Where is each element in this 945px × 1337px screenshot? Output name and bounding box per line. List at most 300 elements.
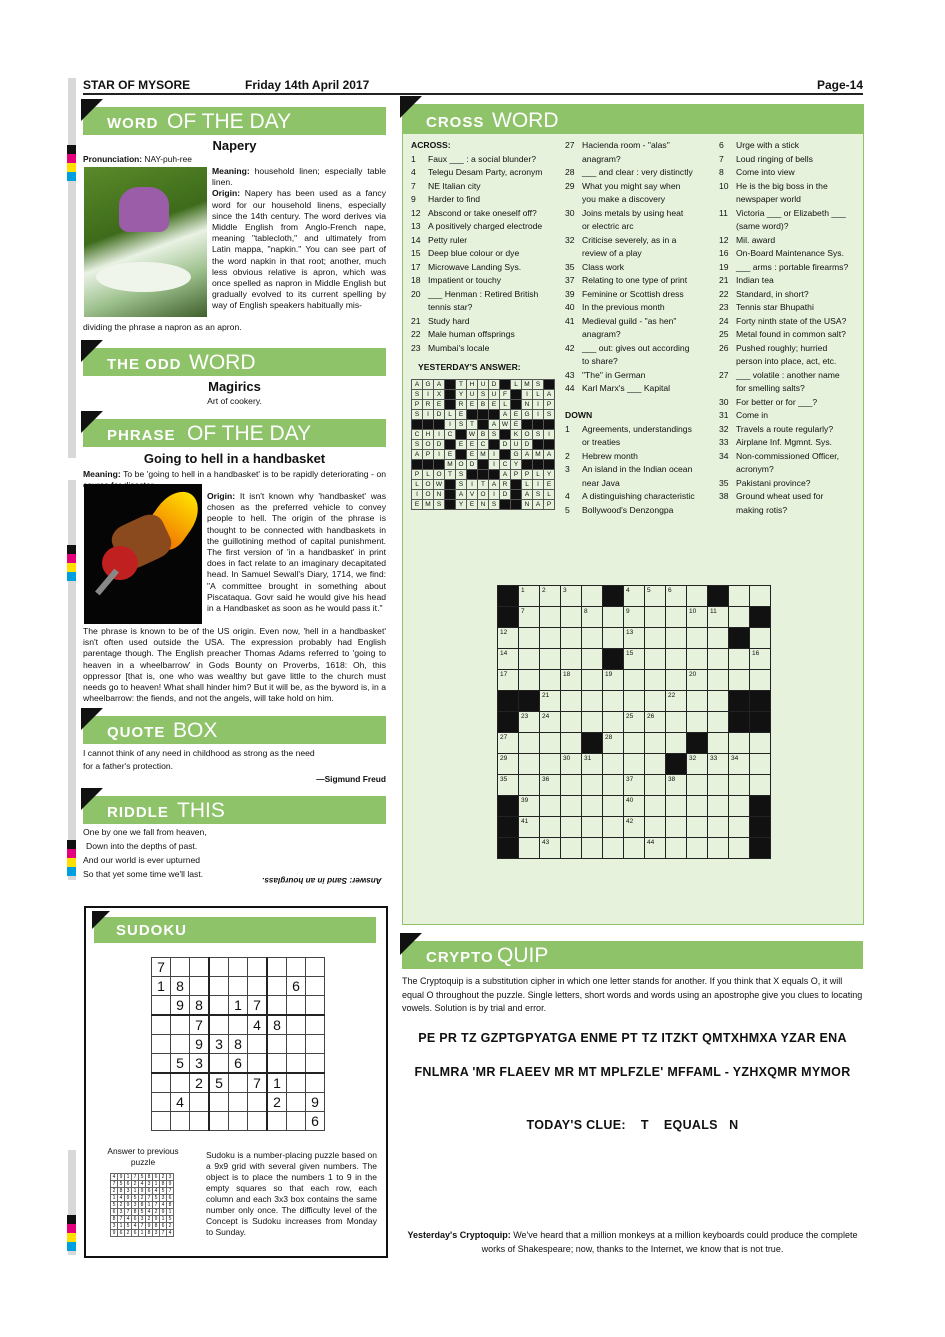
sudoku-cell[interactable]	[248, 958, 268, 977]
answer-cell	[544, 420, 555, 430]
answer-cell: P	[544, 400, 555, 410]
crossword-cell[interactable]	[519, 838, 540, 859]
crossword-cell[interactable]	[687, 607, 708, 628]
answer-cell: V	[467, 490, 478, 500]
crossword-cell[interactable]	[729, 775, 750, 796]
clue-number: 32	[565, 234, 575, 245]
sudoku-cell[interactable]	[306, 1054, 325, 1074]
sudoku-cell[interactable]	[267, 958, 287, 977]
sudoku-cell[interactable]	[306, 1035, 325, 1054]
crossword-cell[interactable]	[687, 628, 708, 649]
answer-cell: 4	[139, 1181, 146, 1188]
crossword-cell[interactable]	[750, 586, 771, 607]
sudoku-cell[interactable]	[306, 958, 325, 977]
clue-text: Pushed roughly; hurried	[736, 342, 828, 353]
crossword-cell[interactable]	[540, 607, 561, 628]
clue-number: 18	[563, 671, 571, 678]
sudoku-cell[interactable]	[287, 1035, 306, 1054]
crossword-cell[interactable]	[750, 628, 771, 649]
crossword-black-cell	[750, 796, 771, 817]
crossword-cell[interactable]	[708, 670, 729, 691]
sudoku-cell[interactable]	[229, 1112, 248, 1131]
sudoku-cell[interactable]	[190, 1093, 210, 1112]
crossword-cell[interactable]	[645, 628, 666, 649]
sudoku-cell[interactable]	[171, 958, 190, 977]
sudoku-cell[interactable]	[267, 1054, 287, 1074]
crossword-cell[interactable]	[687, 754, 708, 775]
sudoku-cell[interactable]	[190, 958, 210, 977]
crossword-cell[interactable]	[540, 838, 561, 859]
crossword-cell[interactable]	[519, 733, 540, 754]
answer-cell	[445, 380, 456, 390]
crossword-cell[interactable]	[750, 775, 771, 796]
crossword-cell[interactable]	[708, 754, 729, 775]
crossword-cell[interactable]	[540, 775, 561, 796]
crossword-cell[interactable]	[582, 796, 603, 817]
clue-item	[411, 342, 561, 356]
crossword-cell[interactable]	[540, 691, 561, 712]
crossword-cell[interactable]	[561, 607, 582, 628]
crossword-cell[interactable]	[666, 775, 687, 796]
sudoku-cell[interactable]	[190, 977, 210, 996]
sudoku-cell[interactable]	[306, 1073, 325, 1093]
answer-cell: S	[412, 410, 423, 420]
crossword-cell[interactable]	[708, 817, 729, 838]
crossword-cell[interactable]	[624, 796, 645, 817]
crossword-cell[interactable]	[582, 607, 603, 628]
clue-number: 35	[500, 776, 508, 783]
crossword-cell[interactable]	[582, 586, 603, 607]
sudoku-cell[interactable]	[229, 958, 248, 977]
crossword-cell[interactable]	[624, 712, 645, 733]
crossword-cell[interactable]	[666, 607, 687, 628]
clue-item	[719, 220, 859, 234]
crossword-cell[interactable]	[561, 628, 582, 649]
answer-cell: H	[423, 430, 434, 440]
clue-item	[565, 450, 715, 464]
crossword-cell[interactable]	[624, 838, 645, 859]
answer-cell: 8	[132, 1209, 139, 1216]
crossword-cell[interactable]	[498, 733, 519, 754]
crossword-cell[interactable]	[729, 838, 750, 859]
sudoku-row	[152, 1054, 325, 1074]
sudoku-cell[interactable]	[267, 977, 287, 996]
answer-cell: I	[423, 410, 434, 420]
sudoku-cell[interactable]	[209, 996, 229, 1016]
crossword-cell[interactable]	[561, 775, 582, 796]
crossword-cell[interactable]	[582, 691, 603, 712]
crossword-cell[interactable]	[750, 754, 771, 775]
answer-cell	[500, 500, 511, 510]
spacer	[565, 396, 715, 410]
answer-cell: 1	[153, 1181, 160, 1188]
clue-number: 44	[647, 839, 655, 846]
crossword-black-cell	[498, 712, 519, 733]
crossword-cell[interactable]	[645, 649, 666, 670]
crossword-cell[interactable]	[687, 712, 708, 733]
crossword-cell[interactable]	[603, 670, 624, 691]
crossword-cell[interactable]	[666, 733, 687, 754]
crossword-cell[interactable]	[624, 586, 645, 607]
answer-cell	[511, 500, 522, 510]
sudoku-cell: 7	[152, 958, 171, 977]
sudoku-cell[interactable]	[152, 1054, 171, 1074]
crossword-cell[interactable]	[561, 838, 582, 859]
crossword-cell[interactable]	[729, 754, 750, 775]
crossword-cell[interactable]	[561, 817, 582, 838]
crossword-cell[interactable]	[519, 670, 540, 691]
crossword-cell[interactable]	[708, 796, 729, 817]
clue-text: near Java	[582, 477, 620, 488]
clue-item	[719, 315, 859, 329]
clue-number: 37	[626, 776, 634, 783]
crossword-cell[interactable]	[645, 754, 666, 775]
sudoku-cell[interactable]	[248, 977, 268, 996]
answer-cell: A	[489, 480, 500, 490]
crossword-cell[interactable]	[687, 817, 708, 838]
sudoku-cell[interactable]	[229, 1015, 248, 1035]
answer-cell: P	[412, 400, 423, 410]
crossword-cell[interactable]	[540, 649, 561, 670]
crossword-cell[interactable]	[645, 733, 666, 754]
crossword-cell[interactable]	[582, 628, 603, 649]
banner-title-large: WORD	[492, 109, 559, 132]
crossword-cell[interactable]	[540, 628, 561, 649]
crossword-cell[interactable]	[561, 649, 582, 670]
answer-cell: I	[434, 450, 445, 460]
crossword-cell[interactable]	[603, 796, 624, 817]
crossword-cell[interactable]	[666, 586, 687, 607]
sudoku-answer-label: Answer to previous puzzle	[107, 1146, 179, 1167]
crossword-cell[interactable]	[603, 817, 624, 838]
crossword-grid	[497, 585, 771, 859]
crossword-cell[interactable]	[666, 838, 687, 859]
sudoku-cell[interactable]	[171, 1015, 190, 1035]
crossword-cell[interactable]	[645, 817, 666, 838]
clue-text: Faux ___ : a social blunder?	[428, 153, 536, 164]
quote-line: I cannot think of any need in childhood as strong as the need	[83, 748, 315, 758]
crossword-cell[interactable]	[645, 607, 666, 628]
clue-text: Forty ninth state of the USA?	[736, 315, 847, 326]
sudoku-cell: 9	[190, 1035, 210, 1054]
crossword-cell[interactable]	[729, 586, 750, 607]
crossword-cell[interactable]	[708, 607, 729, 628]
sudoku-cell[interactable]	[287, 1015, 306, 1035]
sudoku-cell[interactable]	[209, 977, 229, 996]
clue-number: 4	[565, 491, 570, 501]
crossword-cell[interactable]	[561, 586, 582, 607]
sudoku-cell[interactable]	[287, 958, 306, 977]
sudoku-cell[interactable]	[248, 1054, 268, 1074]
answer-cell: 9	[167, 1181, 174, 1188]
clue-text: Hebrew month	[582, 450, 638, 461]
crossword-cell[interactable]	[582, 817, 603, 838]
crossword-cell[interactable]	[708, 775, 729, 796]
crossword-cell[interactable]	[603, 733, 624, 754]
clue-item	[411, 301, 561, 315]
sudoku-cell[interactable]	[248, 1093, 268, 1112]
crossword-cell[interactable]	[624, 649, 645, 670]
crossword-row	[498, 733, 771, 754]
crossword-cell[interactable]	[750, 733, 771, 754]
crossword-cell[interactable]	[729, 607, 750, 628]
clue-item	[565, 261, 715, 275]
header-rule	[83, 93, 863, 95]
clue-text: Relating to one type of print	[582, 275, 688, 285]
banner-title-large: THIS	[177, 799, 225, 822]
crossword-cell[interactable]	[708, 628, 729, 649]
crossword-cell[interactable]	[603, 628, 624, 649]
crossword-cell[interactable]	[708, 649, 729, 670]
clue-item	[719, 328, 859, 342]
crossword-cell[interactable]	[582, 754, 603, 775]
crossword-cell[interactable]	[540, 586, 561, 607]
clue-text: Karl Marx's ___ Kapital	[582, 383, 671, 393]
clue-number: 1	[411, 153, 416, 164]
crossword-cell[interactable]	[687, 649, 708, 670]
crossword-cell[interactable]	[645, 670, 666, 691]
sudoku-cell[interactable]	[152, 1073, 171, 1093]
sudoku-cell[interactable]	[152, 1093, 171, 1112]
crossword-cell[interactable]	[645, 796, 666, 817]
crossword-cell[interactable]	[498, 628, 519, 649]
sudoku-cell[interactable]	[287, 1073, 306, 1093]
sudoku-cell[interactable]	[171, 1112, 190, 1131]
banner-title: CROSS	[426, 114, 485, 131]
crossword-cell[interactable]	[540, 817, 561, 838]
sudoku-cell[interactable]	[229, 1093, 248, 1112]
sudoku-cell[interactable]	[306, 996, 325, 1016]
crossword-cell[interactable]	[561, 670, 582, 691]
crossword-cell[interactable]	[708, 691, 729, 712]
crossword-cell[interactable]	[519, 607, 540, 628]
sudoku-cell[interactable]	[152, 1015, 171, 1035]
clue-number: 7	[521, 608, 525, 615]
answer-cell: S	[412, 440, 423, 450]
crossword-cell[interactable]	[582, 775, 603, 796]
crossword-cell[interactable]	[666, 712, 687, 733]
crossword-cell[interactable]	[540, 796, 561, 817]
crossword-cell[interactable]	[519, 649, 540, 670]
crossword-cell[interactable]	[624, 607, 645, 628]
crossword-cell[interactable]	[603, 691, 624, 712]
crossword-cell[interactable]	[582, 838, 603, 859]
crossword-cell[interactable]	[750, 670, 771, 691]
crossword-cell[interactable]	[540, 712, 561, 733]
crossword-cell[interactable]	[498, 670, 519, 691]
crossword-cell[interactable]	[687, 838, 708, 859]
answer-cell: F	[500, 390, 511, 400]
crossword-cell[interactable]	[540, 670, 561, 691]
clue-item	[719, 139, 859, 153]
phrase-meaning: Meaning: To be 'going to hell in a handbasket' is to be rapidly deteriorating - on	[83, 469, 387, 479]
sudoku-cell[interactable]	[267, 996, 287, 1016]
crossword-cell[interactable]	[666, 817, 687, 838]
sudoku-cell[interactable]	[306, 977, 325, 996]
answer-cell: 9	[160, 1209, 167, 1216]
crossword-row	[498, 586, 771, 607]
sudoku-cell[interactable]	[287, 996, 306, 1016]
answer-cell: 1	[118, 1223, 125, 1230]
crossword-cell[interactable]	[519, 586, 540, 607]
clue-number: 21	[542, 692, 550, 699]
clue-text: or electric arc	[582, 221, 634, 231]
crossword-cell[interactable]	[540, 733, 561, 754]
crossword-cell[interactable]	[645, 838, 666, 859]
crossword-cell[interactable]	[519, 775, 540, 796]
crossword-cell[interactable]	[729, 649, 750, 670]
phrase-banner	[83, 419, 386, 447]
clue-number: 29	[500, 755, 508, 762]
sudoku-cell[interactable]	[209, 1112, 229, 1131]
crossword-cell[interactable]	[498, 775, 519, 796]
answer-cell	[489, 440, 500, 450]
crossword-cell[interactable]	[666, 670, 687, 691]
crossword-cell[interactable]	[624, 733, 645, 754]
crossword-cell[interactable]	[708, 712, 729, 733]
sudoku-cell[interactable]	[287, 1112, 306, 1131]
clue-item	[719, 288, 859, 302]
clue-text: to share?	[582, 356, 618, 366]
clue-item	[719, 355, 859, 369]
crossword-cell[interactable]	[645, 586, 666, 607]
answer-cell: T	[478, 480, 489, 490]
crossword-cell[interactable]	[561, 796, 582, 817]
crossword-cell[interactable]	[561, 712, 582, 733]
answer-cell: 4	[118, 1195, 125, 1202]
crossword-cell[interactable]	[708, 733, 729, 754]
sudoku-cell[interactable]	[209, 1093, 229, 1112]
answer-cell	[500, 380, 511, 390]
crossword-cell[interactable]	[582, 649, 603, 670]
answer-cell: 2	[146, 1216, 153, 1223]
clue-item	[719, 261, 859, 275]
sudoku-cell[interactable]	[152, 996, 171, 1016]
crossword-cell[interactable]	[498, 754, 519, 775]
crossword-cell[interactable]	[708, 838, 729, 859]
crossword-black-cell	[708, 586, 729, 607]
answer-cell: R	[500, 480, 511, 490]
sudoku-cell[interactable]	[171, 1073, 190, 1093]
crossword-cell[interactable]	[729, 817, 750, 838]
crossword-cell[interactable]	[561, 754, 582, 775]
crossword-cell[interactable]	[603, 607, 624, 628]
crossword-cell[interactable]	[729, 733, 750, 754]
crossword-cell[interactable]	[687, 586, 708, 607]
crossword-cell[interactable]	[540, 754, 561, 775]
sudoku-cell[interactable]	[209, 958, 229, 977]
answer-cell: A	[544, 390, 555, 400]
crossword-row	[498, 628, 771, 649]
crossword-cell[interactable]	[582, 712, 603, 733]
sudoku-cell[interactable]	[171, 1035, 190, 1054]
crossword-cell[interactable]	[561, 691, 582, 712]
clue-text: Bollywood's Denzongpa	[582, 504, 674, 515]
clue-text: Microwave Landing Sys.	[428, 261, 522, 272]
sudoku-cell: 6	[287, 977, 306, 996]
sudoku-cell[interactable]	[306, 1015, 325, 1035]
crossword-cell[interactable]	[666, 649, 687, 670]
sudoku-cell[interactable]	[152, 1112, 171, 1131]
answer-cell: 8	[111, 1216, 118, 1223]
sudoku-cell[interactable]	[287, 1093, 306, 1112]
sudoku-cell[interactable]	[190, 1112, 210, 1131]
crossword-cell[interactable]	[666, 628, 687, 649]
answer-cell: P	[412, 470, 423, 480]
crossword-cell[interactable]	[729, 670, 750, 691]
clue-text: Non-commissioned Officer,	[736, 450, 840, 461]
crossword-cell[interactable]	[624, 691, 645, 712]
sudoku-cell: 3	[209, 1035, 229, 1054]
crossword-cell[interactable]	[498, 649, 519, 670]
clue-text: (same word)?	[736, 221, 789, 231]
clue-item	[565, 153, 715, 167]
crossword-cell[interactable]	[624, 754, 645, 775]
answer-cell: 8	[160, 1181, 167, 1188]
crossword-cell[interactable]	[624, 670, 645, 691]
crossword-cell[interactable]	[729, 796, 750, 817]
crossword-cell[interactable]	[624, 775, 645, 796]
clue-number: 8	[584, 608, 588, 615]
crossword-cell[interactable]	[645, 775, 666, 796]
crossword-cell[interactable]	[519, 796, 540, 817]
crossword-cell[interactable]	[666, 796, 687, 817]
clue-number: 23	[521, 713, 529, 720]
sudoku-cell[interactable]	[267, 1112, 287, 1131]
clue-item	[719, 436, 859, 450]
crossword-cell[interactable]	[582, 670, 603, 691]
answer-cell: A	[522, 450, 533, 460]
crossword-cell[interactable]	[666, 691, 687, 712]
sudoku-cell[interactable]	[209, 1015, 229, 1035]
sudoku-cell[interactable]	[209, 1054, 229, 1074]
answer-cell	[445, 500, 456, 510]
crossword-cell[interactable]	[687, 796, 708, 817]
sudoku-cell[interactable]	[152, 1035, 171, 1054]
sudoku-cell[interactable]	[267, 1035, 287, 1054]
crossword-cell[interactable]	[624, 817, 645, 838]
crossword-cell[interactable]	[645, 712, 666, 733]
answer-cell: L	[412, 480, 423, 490]
crossword-cell[interactable]	[603, 754, 624, 775]
crossword-cell[interactable]	[603, 775, 624, 796]
crossword-cell[interactable]	[603, 838, 624, 859]
sudoku-cell[interactable]	[229, 1073, 248, 1093]
answer-cell	[500, 450, 511, 460]
crossword-cell[interactable]	[750, 649, 771, 670]
quote-author: —Sigmund Freud	[316, 774, 386, 784]
crossword-cell[interactable]	[519, 712, 540, 733]
clue-number: 1	[565, 423, 570, 434]
crossword-cell[interactable]	[687, 670, 708, 691]
crossword-banner	[402, 104, 863, 134]
crossword-cell[interactable]	[624, 628, 645, 649]
crossword-cell[interactable]	[519, 817, 540, 838]
crossword-cell[interactable]	[519, 628, 540, 649]
sudoku-cell[interactable]	[248, 1112, 268, 1131]
crossword-cell[interactable]	[603, 712, 624, 733]
crossword-cell[interactable]	[645, 691, 666, 712]
crossword-cell[interactable]	[687, 691, 708, 712]
sudoku-cell[interactable]	[287, 1054, 306, 1074]
clue-item	[565, 247, 715, 261]
crossword-cell[interactable]	[519, 754, 540, 775]
crossword-cell[interactable]	[561, 733, 582, 754]
sudoku-cell[interactable]	[229, 977, 248, 996]
crossword-cell[interactable]	[687, 775, 708, 796]
sudoku-cell[interactable]	[248, 1035, 268, 1054]
sudoku-title: SUDOKU	[116, 922, 188, 939]
